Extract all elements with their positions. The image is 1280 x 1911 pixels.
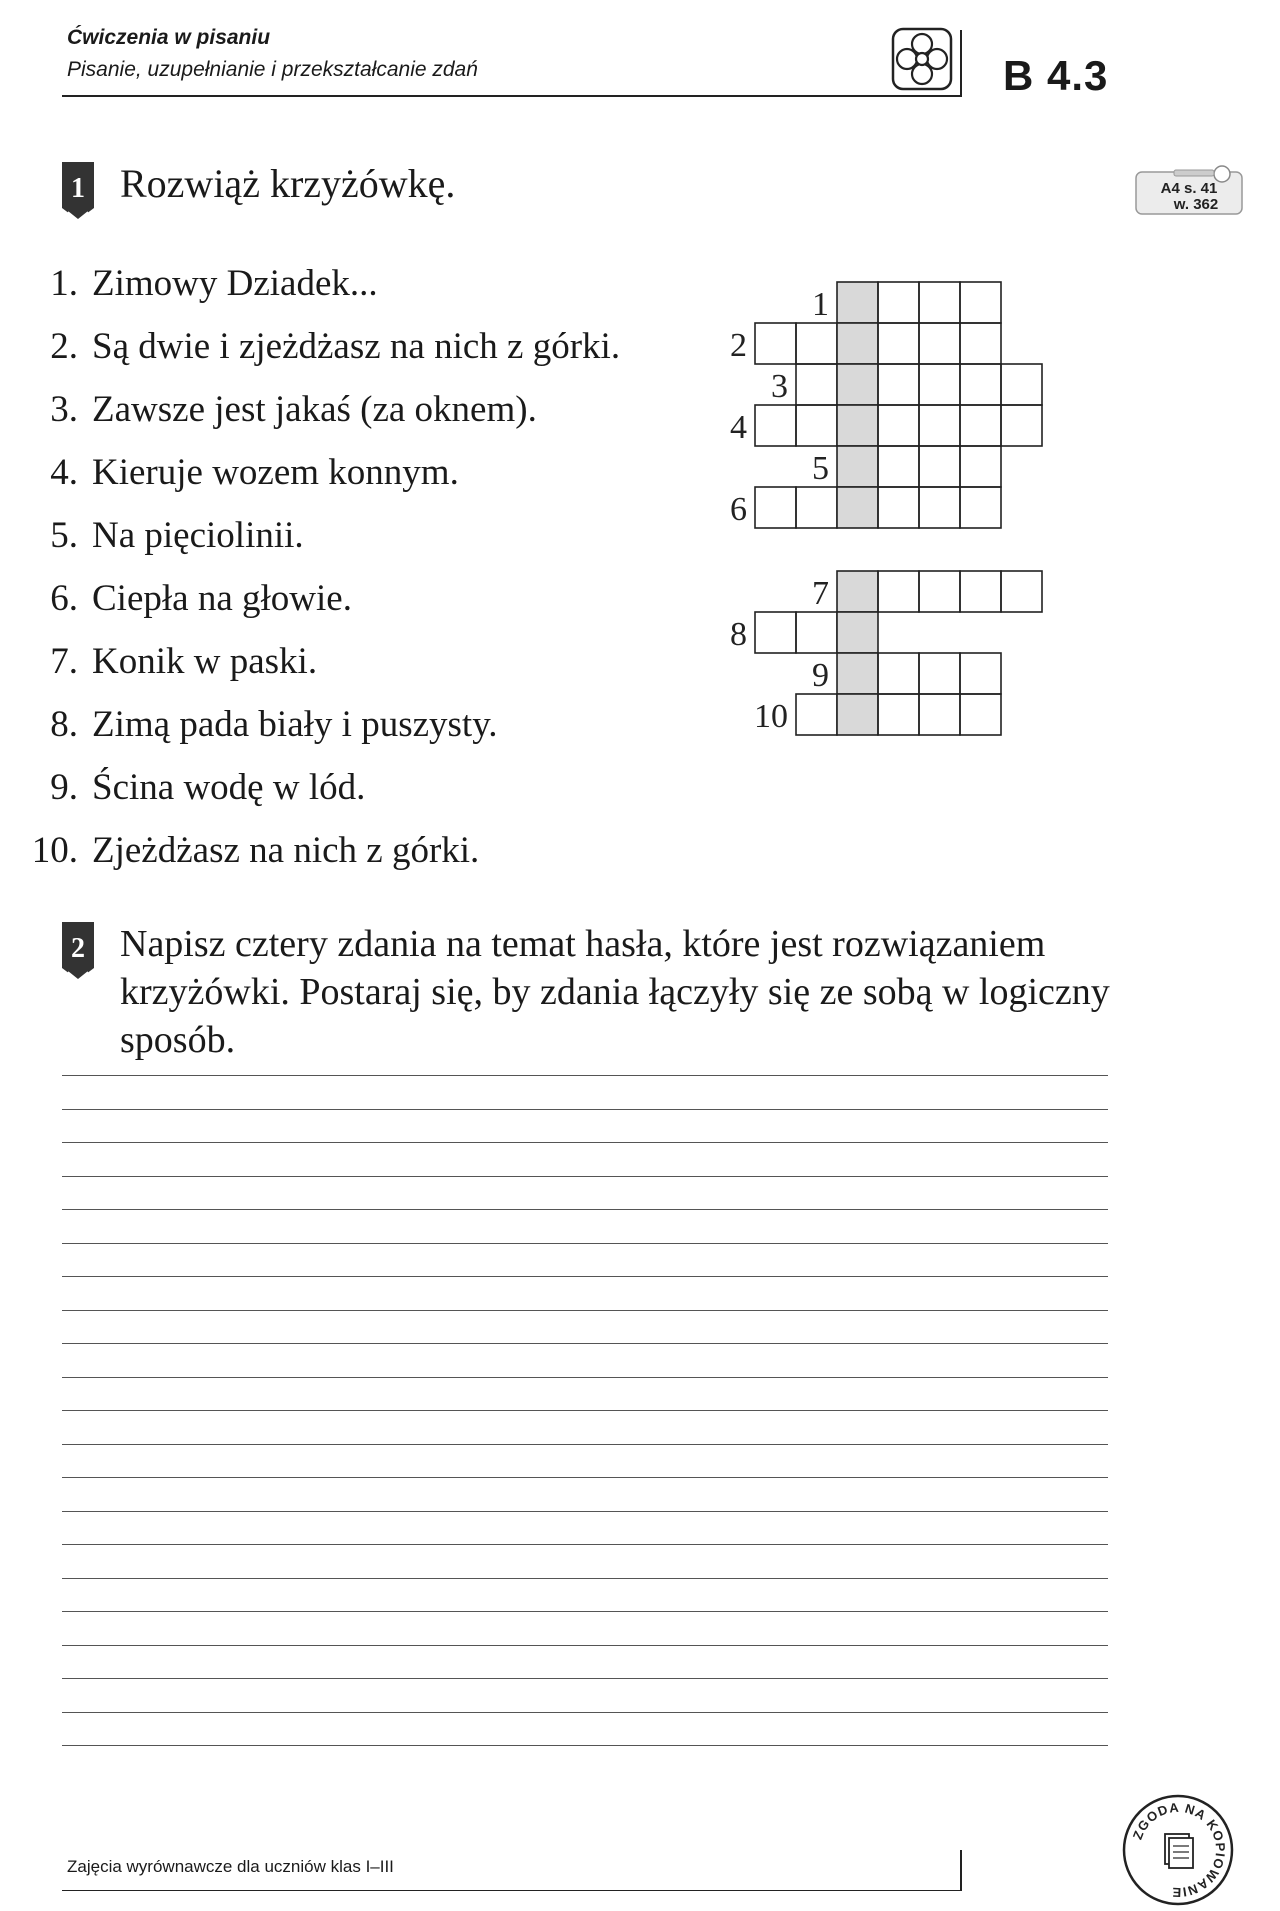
clue-2: 2. Są dwie i zjeżdżasz na nich z górki. [50, 326, 621, 367]
writing-line[interactable] [62, 1176, 1108, 1177]
crossword-cell[interactable] [837, 487, 878, 528]
clue-6: 6. Ciepła na głowie. [50, 578, 352, 619]
crossword-cell[interactable] [919, 571, 960, 612]
stamp-text: ZGODA NA KOPIOWANIE [1129, 1799, 1229, 1901]
crossword-cell[interactable] [796, 694, 837, 735]
crossword-row-number-8: 8 [730, 616, 747, 653]
crossword-row-number-3: 3 [771, 368, 788, 405]
crossword-cell[interactable] [960, 571, 1001, 612]
writing-line[interactable] [62, 1444, 1108, 1445]
crossword-cell[interactable] [919, 446, 960, 487]
crossword-cell[interactable] [919, 282, 960, 323]
header-rule [62, 95, 962, 97]
clue-1: 1. Zimowy Dziadek... [50, 263, 378, 304]
crossword-cell[interactable] [837, 612, 878, 653]
section-code: B 4.3 [1003, 52, 1109, 99]
crossword-cell[interactable] [796, 405, 837, 446]
crossword-cell[interactable] [837, 364, 878, 405]
writing-line[interactable] [62, 1477, 1108, 1478]
topic-subtitle: Pisanie, uzupełnianie i przekształcanie zdań [67, 58, 478, 81]
crossword-cell[interactable] [755, 612, 796, 653]
crossword-row-number-10: 10 [754, 698, 788, 735]
crossword-cell[interactable] [878, 405, 919, 446]
crossword-cell[interactable] [837, 446, 878, 487]
crossword-cell[interactable] [837, 571, 878, 612]
crossword-cell[interactable] [878, 487, 919, 528]
crossword-cell[interactable] [755, 323, 796, 364]
key-ref-line1: A4 s. 41 [1160, 180, 1218, 197]
clue-9: 9. Ścina wodę w lód. [50, 767, 366, 808]
key-ref-line2: w. 362 [1173, 196, 1219, 213]
crossword-row-number-2: 2 [730, 327, 747, 364]
crossword-cell[interactable] [755, 487, 796, 528]
writing-line[interactable] [62, 1343, 1108, 1344]
crossword-cell[interactable] [837, 405, 878, 446]
clue-10: 10. Zjeżdżasz na nich z górki. [31, 830, 480, 871]
writing-line[interactable] [62, 1645, 1108, 1646]
writing-line[interactable] [62, 1075, 1108, 1076]
crossword-cell[interactable] [960, 487, 1001, 528]
task-1-instruction: Rozwiąż krzyżówkę. [120, 161, 456, 206]
crossword-row-number-1: 1 [812, 286, 829, 323]
crossword-row-number-5: 5 [812, 450, 829, 487]
crossword-cell[interactable] [796, 487, 837, 528]
task-1-badge-icon [60, 160, 96, 222]
writing-line[interactable] [62, 1544, 1108, 1545]
crossword-cell[interactable] [837, 323, 878, 364]
crossword-cell[interactable] [919, 405, 960, 446]
crossword-cell[interactable] [960, 282, 1001, 323]
crossword-cell[interactable] [960, 323, 1001, 364]
crossword-cell[interactable] [960, 405, 1001, 446]
crossword-cell[interactable] [919, 694, 960, 735]
crossword-cell[interactable] [919, 364, 960, 405]
crossword-row-number-4: 4 [730, 409, 747, 446]
clue-4: 4. Kieruje wozem konnym. [50, 452, 459, 493]
crossword-cell[interactable] [878, 323, 919, 364]
crossword-cell[interactable] [878, 282, 919, 323]
writing-line[interactable] [62, 1142, 1108, 1143]
crossword-cell[interactable] [960, 446, 1001, 487]
crossword-cell[interactable] [796, 612, 837, 653]
crossword-cell[interactable] [1001, 571, 1042, 612]
clue-5: 5. Na pięciolinii. [50, 515, 304, 556]
clue-7: 7. Konik w paski. [50, 641, 318, 682]
footer-divider [960, 1850, 962, 1890]
crossword-cell[interactable] [837, 282, 878, 323]
copy-permission-stamp-icon [1120, 1792, 1236, 1908]
writing-line[interactable] [62, 1578, 1108, 1579]
writing-line[interactable] [62, 1511, 1108, 1512]
writing-line[interactable] [62, 1109, 1108, 1110]
writing-line[interactable] [62, 1243, 1108, 1244]
crossword-cell[interactable] [919, 653, 960, 694]
crossword-cell[interactable] [837, 694, 878, 735]
crossword-cell[interactable] [878, 364, 919, 405]
task-1-number: 1 [71, 173, 85, 204]
crossword-cell[interactable] [755, 405, 796, 446]
writing-line[interactable] [62, 1377, 1108, 1378]
task-2-instruction: Napisz cztery zdania na temat hasła, które jest rozwiązaniem krzyżówki. Postaraj się, by zdania łączyły się ze sobą w logiczny sposób. [120, 923, 1110, 1061]
writing-line[interactable] [62, 1678, 1108, 1679]
crossword-cell[interactable] [919, 487, 960, 528]
writing-line[interactable] [62, 1276, 1108, 1277]
crossword-row-number-9: 9 [812, 657, 829, 694]
crossword-cell[interactable] [960, 653, 1001, 694]
crossword-cell[interactable] [837, 653, 878, 694]
footer-text: Zajęcia wyrównawcze dla uczniów klas I–III [67, 1857, 394, 1876]
key-reference-tag [1134, 164, 1244, 216]
header-divider [960, 30, 962, 96]
crossword-cell[interactable] [796, 323, 837, 364]
crossword-cell[interactable] [796, 364, 837, 405]
writing-line[interactable] [62, 1611, 1108, 1612]
task-2-badge-icon [60, 920, 96, 982]
crossword-cell[interactable] [919, 323, 960, 364]
clue-3: 3. Zawsze jest jakaś (za oknem). [50, 389, 537, 430]
writing-line[interactable] [62, 1745, 1108, 1746]
crossword-cell[interactable] [1001, 405, 1042, 446]
crossword-grid [700, 270, 1120, 850]
writing-line[interactable] [62, 1310, 1108, 1311]
flower-icon [890, 26, 954, 92]
task-2-number: 2 [71, 933, 85, 964]
crossword-cell[interactable] [960, 364, 1001, 405]
writing-line[interactable] [62, 1410, 1108, 1411]
crossword-cell[interactable] [878, 571, 919, 612]
clue-8: 8. Zimą pada biały i puszysty. [50, 704, 498, 745]
crossword-cell[interactable] [1001, 364, 1042, 405]
crossword-cell[interactable] [878, 653, 919, 694]
crossword-row-number-7: 7 [812, 575, 829, 612]
series-title: Ćwiczenia w pisaniu [67, 26, 271, 49]
crossword-cell[interactable] [878, 446, 919, 487]
footer-rule [62, 1890, 962, 1891]
writing-line[interactable] [62, 1209, 1108, 1210]
crossword-row-number-6: 6 [730, 491, 747, 528]
crossword-cell[interactable] [960, 694, 1001, 735]
crossword-cell[interactable] [878, 694, 919, 735]
writing-line[interactable] [62, 1712, 1108, 1713]
